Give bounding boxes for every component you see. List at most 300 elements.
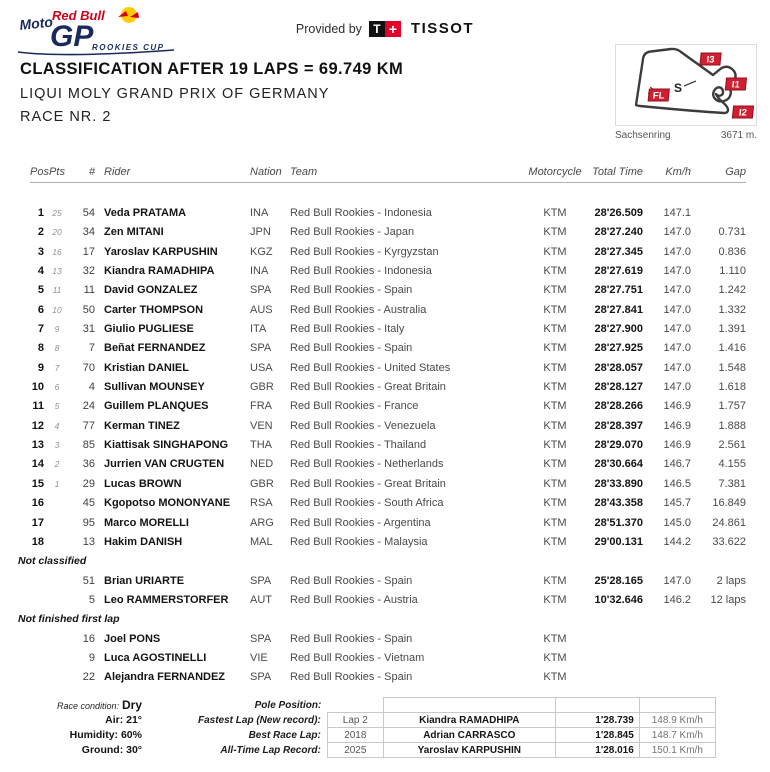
cell-team: Red Bull Rookies - Indonesia: [290, 207, 432, 219]
cell-nation: NED: [250, 458, 274, 471]
cell-bike: KTM: [543, 632, 567, 645]
track-length: 3671 m.: [720, 130, 757, 141]
record-label: All-Time Lap Record:: [220, 744, 321, 756]
cell-bike: KTM: [543, 458, 567, 471]
table-row: [30, 223, 746, 242]
table-row: [30, 378, 746, 397]
cell-time: [585, 630, 643, 649]
cell-rider: Beñat FERNANDEZ: [104, 342, 206, 355]
cell-nation: VEN: [250, 419, 273, 432]
track-name: Sachsenring: [615, 130, 671, 141]
cell-gap: 1.391: [718, 323, 746, 336]
cell-bike: KTM: [543, 284, 567, 297]
record-time: [555, 698, 639, 713]
badge-i3: I3: [705, 54, 715, 66]
cell-bike: KTM: [543, 439, 567, 452]
cell-pts: [44, 514, 70, 533]
cell-pos: 2: [37, 226, 44, 239]
cell-bike: KTM: [543, 381, 567, 394]
cell-pts: 7: [54, 362, 60, 373]
record-name: Yaroslav KARPUSHIN: [383, 743, 555, 758]
cell-nation: SPA: [250, 342, 272, 355]
cell-time: 28'27.619: [594, 265, 643, 278]
tissot-wordmark: TISSOT: [410, 20, 475, 37]
cell-bike: KTM: [543, 361, 567, 374]
table-row: [30, 591, 746, 610]
cell-nation: GBR: [250, 381, 274, 394]
cell-nation: JPN: [250, 226, 271, 239]
cell-time: 28'28.266: [594, 400, 643, 413]
cell-nation: MAL: [250, 535, 273, 548]
cell-nation: FRA: [250, 400, 272, 413]
cell-rider: Alejandra FERNANDEZ: [104, 671, 226, 684]
cell-gap: 1.757: [718, 400, 746, 413]
race-condition-line: [30, 698, 142, 713]
cell-num: 31: [82, 323, 95, 336]
cell-time: 28'28.057: [594, 361, 643, 374]
col-header-total-time: Total Time: [592, 166, 643, 178]
table-row: [30, 572, 746, 591]
cell-bike: KTM: [543, 593, 567, 606]
cell-nation: SPA: [250, 574, 272, 587]
col-header-team: Team: [290, 166, 318, 178]
cell-nation: ITA: [250, 323, 267, 336]
table-row: [30, 533, 746, 552]
cell-rider: Sullivan MOUNSEY: [104, 381, 205, 394]
record-name: Adrian CARRASCO: [383, 728, 555, 743]
cell-pos: [30, 630, 44, 649]
table-row: [30, 339, 746, 358]
cell-num: 22: [82, 671, 95, 684]
cell-num: 77: [82, 419, 95, 432]
lap-records-table: [196, 697, 716, 758]
table-row: [30, 630, 746, 649]
cell-gap: 24.861: [712, 516, 746, 529]
cell-kmh: 147.0: [663, 245, 691, 258]
cell-bike: KTM: [543, 245, 567, 258]
table-row: [30, 514, 746, 533]
cell-bike: KTM: [543, 574, 567, 587]
cell-time: 28'43.358: [594, 497, 643, 510]
cell-pos: 10: [31, 381, 44, 394]
cell-gap: 2.561: [718, 439, 746, 452]
cell-team: Red Bull Rookies - Australia: [290, 303, 427, 316]
cell-num: 45: [82, 497, 95, 510]
col-header-rider: Rider: [104, 166, 131, 178]
cell-gap: [691, 204, 746, 223]
table-row: [30, 494, 746, 513]
cell-num: 11: [83, 284, 95, 297]
results-header-row: [30, 165, 746, 183]
cell-pts: [44, 572, 70, 591]
cell-rider: Zen MITANI: [104, 226, 164, 239]
race-conditions: [30, 698, 142, 758]
record-lap: 2025: [327, 743, 383, 758]
cell-pts: 10: [52, 304, 62, 315]
cell-num: 95: [82, 516, 95, 529]
cell-num: 85: [82, 439, 95, 452]
record-row: [196, 698, 715, 713]
cell-rider: David GONZALEZ: [104, 284, 198, 297]
cell-gap: 1.548: [718, 361, 746, 374]
cell-rider: Lucas BROWN: [104, 477, 182, 490]
cell-bike: KTM: [543, 265, 567, 278]
cell-gap: 33.622: [712, 535, 746, 548]
cell-kmh: 146.5: [663, 477, 691, 490]
record-lap: 2018: [327, 728, 383, 743]
table-row: [30, 649, 746, 668]
cell-team: Red Bull Rookies - Spain: [290, 284, 413, 297]
cell-pts: [44, 630, 70, 649]
cell-pts: 25: [52, 208, 62, 218]
record-label: Fastest Lap (New record):: [198, 714, 321, 726]
record-lap: Lap 2: [327, 713, 383, 728]
cell-pos: 16: [31, 497, 44, 510]
cell-team: Red Bull Rookies - Kyrgyzstan: [290, 245, 439, 258]
gp-wordmark: GP: [50, 20, 94, 53]
cell-gap: 1.242: [718, 284, 746, 297]
cell-gap: 7.381: [718, 477, 746, 490]
cell-time: 28'27.240: [594, 226, 643, 239]
lap-records-body: [196, 698, 715, 758]
cell-time: 28'30.664: [594, 458, 643, 471]
cell-num: 4: [88, 381, 95, 394]
cell-nation: RSA: [250, 497, 273, 510]
cell-rider: Luca AGOSTINELLI: [104, 651, 207, 664]
cell-nation: GBR: [250, 477, 274, 490]
cell-team: Red Bull Rookies - Great Britain: [290, 381, 446, 394]
record-lap: [327, 698, 383, 713]
cell-time: 28'27.345: [594, 245, 643, 258]
cell-gap: 2 laps: [716, 574, 746, 587]
results-table: [18, 165, 746, 688]
cell-kmh: [643, 668, 691, 687]
cell-team: Red Bull Rookies - Spain: [290, 342, 413, 355]
cell-num: 5: [88, 593, 95, 606]
cell-pts: 6: [54, 382, 60, 393]
cell-pts: 13: [52, 266, 62, 277]
cell-bike: KTM: [543, 419, 567, 432]
cell-pts: 9: [54, 324, 60, 335]
record-speed: 148.9 Km/h: [639, 713, 715, 728]
cell-kmh: 146.9: [663, 439, 691, 452]
cell-time: 28'27.841: [594, 303, 643, 316]
badge-fl: FL: [652, 90, 666, 102]
cell-pts: 16: [52, 246, 62, 257]
cell-pos: [30, 591, 44, 610]
cell-team: Red Bull Rookies - Spain: [290, 671, 413, 684]
tissot-t-icon: T: [369, 21, 385, 37]
cell-kmh: 147.0: [663, 303, 691, 316]
cell-rider: Kiandra RAMADHIPA: [104, 265, 215, 278]
section-label: Not classified: [18, 555, 87, 568]
cell-kmh: 145.0: [663, 516, 691, 529]
cell-pos: 1: [37, 207, 44, 219]
record-time: 1'28.016: [555, 743, 639, 758]
table-row: [30, 436, 746, 455]
track-caption: [615, 130, 757, 141]
cell-bike: KTM: [543, 671, 567, 684]
cell-team: Red Bull Rookies - Venezuela: [290, 419, 436, 432]
track-map-icon: [616, 45, 756, 125]
cell-kmh: 147.0: [663, 284, 691, 297]
cell-nation: USA: [250, 361, 273, 374]
ground-temperature: Ground: 30°: [81, 744, 142, 756]
cell-rider: Guillem PLANQUES: [104, 400, 209, 413]
humidity: Humidity: 60%: [69, 729, 142, 741]
cell-pts: 2: [54, 459, 60, 470]
record-label: Pole Position:: [254, 699, 322, 711]
cell-time: 29'00.131: [594, 535, 643, 548]
cell-kmh: 147.0: [663, 342, 691, 355]
cell-pts: 11: [52, 285, 62, 296]
cell-bike: KTM: [543, 303, 567, 316]
cell-kmh: 146.7: [663, 458, 691, 471]
record-time: 1'28.739: [555, 713, 639, 728]
cell-time: 28'27.925: [594, 342, 643, 355]
cell-kmh: 147.0: [663, 361, 691, 374]
cell-kmh: 147.0: [663, 381, 691, 394]
cell-gap: 0.731: [718, 226, 746, 239]
cell-kmh: [643, 630, 691, 649]
cell-time: 28'28.397: [594, 419, 643, 432]
cell-pos: [30, 649, 44, 668]
cell-num: 9: [88, 651, 95, 664]
record-row: [196, 713, 715, 728]
cell-time: 25'28.165: [594, 574, 643, 587]
cell-rider: Veda PRATAMA: [104, 207, 187, 219]
record-label: Best Race Lap:: [248, 729, 321, 741]
cell-pts: 8: [54, 343, 60, 354]
cell-team: Red Bull Rookies - Thailand: [290, 439, 427, 452]
cell-bike: KTM: [543, 400, 567, 413]
cell-num: 32: [82, 265, 95, 278]
cell-pos: 8: [37, 342, 44, 355]
cell-time: [585, 668, 643, 687]
classification-title: CLASSIFICATION AFTER 19 LAPS = 69.749 KM: [20, 60, 404, 78]
cell-bike: KTM: [543, 207, 567, 219]
cell-team: Red Bull Rookies - Vietnam: [290, 651, 425, 664]
col-header-gap: Gap: [725, 166, 746, 178]
cell-gap: 1.110: [719, 265, 746, 278]
record-speed: 148.7 Km/h: [639, 728, 715, 743]
cell-team: Red Bull Rookies - Italy: [290, 323, 405, 336]
air-temperature: Air: 21°: [105, 714, 142, 726]
cell-bike: KTM: [543, 226, 567, 239]
cell-pos: 7: [37, 323, 44, 336]
cell-num: 29: [82, 477, 95, 490]
cell-kmh: 147.0: [663, 323, 691, 336]
col-header-nation: Nation: [250, 166, 282, 178]
cell-gap: [691, 668, 746, 687]
cell-time: 28'51.370: [594, 516, 643, 529]
cell-num: 13: [82, 535, 95, 548]
cell-kmh: [643, 649, 691, 668]
table-row: [30, 262, 746, 281]
cell-time: 10'32.646: [594, 593, 643, 606]
rookies-cup-wordmark: ROOKIES CUP: [92, 43, 165, 52]
cell-rider: Brian URIARTE: [104, 574, 185, 587]
cell-kmh: 144.2: [663, 535, 691, 548]
cell-gap: 1.618: [718, 381, 746, 394]
tissot-plus-icon: +: [385, 21, 401, 37]
race-condition-value: Dry: [121, 698, 142, 712]
cell-rider: Giulio PUGLIESE: [104, 323, 194, 336]
col-header-pos: Pos: [30, 166, 49, 178]
cell-gap: 12 laps: [710, 593, 746, 606]
cell-time: 28'29.070: [594, 439, 643, 452]
cell-gap: [691, 630, 746, 649]
cell-num: 17: [82, 245, 95, 258]
cell-rider: Leo RAMMERSTORFER: [104, 593, 229, 606]
table-row: [30, 417, 746, 436]
col-header-kmh: Km/h: [665, 166, 691, 178]
cell-pos: 14: [31, 458, 44, 471]
table-row: [30, 668, 746, 687]
badge-i2: I2: [738, 107, 748, 119]
cell-pts: [44, 533, 70, 552]
cell-team: Red Bull Rookies - Japan: [290, 226, 415, 239]
cell-num: 50: [82, 303, 95, 316]
cell-team: Red Bull Rookies - South Africa: [290, 497, 444, 510]
cell-bike: KTM: [543, 535, 567, 548]
record-speed: 150.1 Km/h: [639, 743, 715, 758]
redbull-wordmark: Red Bull: [52, 8, 105, 23]
cell-nation: INA: [250, 265, 269, 278]
race-number: RACE NR. 2: [20, 109, 112, 125]
cell-rider: Kerman TINEZ: [104, 419, 180, 432]
cell-time: 28'27.900: [594, 323, 643, 336]
cell-gap: 4.155: [718, 458, 746, 471]
event-title: LIQUI MOLY GRAND PRIX OF GERMANY: [20, 86, 330, 102]
cell-team: Red Bull Rookies - United States: [290, 361, 451, 374]
table-row: [30, 455, 746, 474]
cell-pos: [30, 572, 44, 591]
cell-kmh: 146.9: [663, 419, 691, 432]
cell-kmh: 147.0: [663, 226, 691, 239]
cell-team: Red Bull Rookies - Great Britain: [290, 477, 446, 490]
cell-team: Red Bull Rookies - France: [290, 400, 419, 413]
cell-gap: 16.849: [712, 497, 746, 510]
cell-time: 28'27.751: [594, 284, 643, 297]
cell-rider: Kiattisak SINGHAPONG: [104, 439, 229, 452]
cell-team: Red Bull Rookies - Netherlands: [290, 458, 444, 471]
cell-pts: [44, 591, 70, 610]
cell-pos: 13: [31, 439, 44, 452]
cell-gap: 1.888: [718, 419, 746, 432]
cell-num: 34: [82, 226, 95, 239]
cell-num: 7: [88, 342, 95, 355]
cell-team: Red Bull Rookies - Austria: [290, 593, 418, 606]
cell-rider: Kgopotso MONONYANE: [104, 497, 231, 510]
cell-rider: Carter THOMPSON: [104, 303, 204, 316]
cell-team: Red Bull Rookies - Malaysia: [290, 535, 428, 548]
cell-pts: 1: [54, 478, 60, 489]
cell-kmh: 147.0: [663, 265, 691, 278]
cell-gap: 0.836: [718, 245, 746, 258]
record-name: [383, 698, 555, 713]
record-time: 1'28.845: [555, 728, 639, 743]
cell-pts: [44, 649, 70, 668]
cell-pts: 3: [54, 440, 60, 451]
cell-pts: 5: [54, 401, 60, 412]
cell-nation: SPA: [250, 671, 272, 684]
track-map-panel: [615, 44, 757, 126]
cell-team: Red Bull Rookies - Argentina: [290, 516, 431, 529]
start-marker-label: S: [674, 81, 683, 95]
provided-by-tissot: [0, 20, 770, 37]
cell-pos: 11: [32, 400, 44, 413]
cell-kmh: 146.9: [663, 400, 691, 413]
cell-nation: VIE: [250, 651, 268, 664]
cell-kmh: 147.1: [663, 207, 691, 219]
results-rows: [18, 204, 746, 688]
cell-time: 28'33.890: [594, 477, 643, 490]
cell-pts: [44, 494, 70, 513]
cell-nation: SPA: [250, 632, 272, 645]
cell-time: 28'28.127: [594, 381, 643, 394]
cell-bike: KTM: [543, 516, 567, 529]
provided-by-label: Provided by: [295, 21, 362, 36]
cell-num: 54: [82, 207, 95, 219]
cell-kmh: 147.0: [663, 574, 691, 587]
cell-team: Red Bull Rookies - Spain: [290, 574, 413, 587]
table-row: [30, 475, 746, 494]
table-row: [30, 204, 746, 223]
cell-pos: 15: [31, 477, 44, 490]
cell-rider: Marco MORELLI: [104, 516, 189, 529]
race-condition-label: Race condition:: [57, 701, 120, 711]
cell-pos: 5: [37, 284, 44, 297]
cell-num: 36: [82, 458, 95, 471]
record-row: [196, 743, 715, 758]
cell-bike: KTM: [543, 497, 567, 510]
cell-gap: 1.332: [718, 303, 746, 316]
start-pointer-line: [684, 81, 696, 86]
cell-bike: KTM: [543, 323, 567, 336]
table-row: [30, 301, 746, 320]
cell-time: 28'26.509: [594, 207, 643, 219]
cell-nation: INA: [250, 207, 269, 219]
cell-pos: 4: [37, 265, 44, 278]
cell-pos: [30, 668, 44, 687]
table-row: [30, 320, 746, 339]
cell-time: [585, 649, 643, 668]
cell-pos: 18: [31, 535, 44, 548]
col-header-pts: Pts: [49, 166, 65, 178]
cell-num: 24: [82, 400, 95, 413]
col-header-motorcycle: Motorcycle: [528, 166, 582, 178]
cell-pts: 4: [54, 420, 60, 431]
cell-pos: 9: [37, 361, 44, 374]
cell-pts: [44, 668, 70, 687]
cell-pos: 12: [31, 419, 44, 432]
cell-kmh: 146.2: [663, 593, 691, 606]
cell-pos: 3: [37, 245, 44, 258]
cell-pts: 20: [52, 227, 62, 238]
cell-kmh: 145.7: [663, 497, 691, 510]
cell-nation: AUT: [250, 593, 272, 606]
table-row: [30, 281, 746, 300]
cell-gap: [691, 649, 746, 668]
section-label: Not finished first lap: [18, 613, 120, 626]
cell-rider: Kristian DANIEL: [104, 361, 189, 374]
cell-pos: 17: [31, 516, 44, 529]
record-speed: [639, 698, 715, 713]
table-row: [30, 243, 746, 262]
cell-bike: KTM: [543, 477, 567, 490]
cell-bike: KTM: [543, 651, 567, 664]
